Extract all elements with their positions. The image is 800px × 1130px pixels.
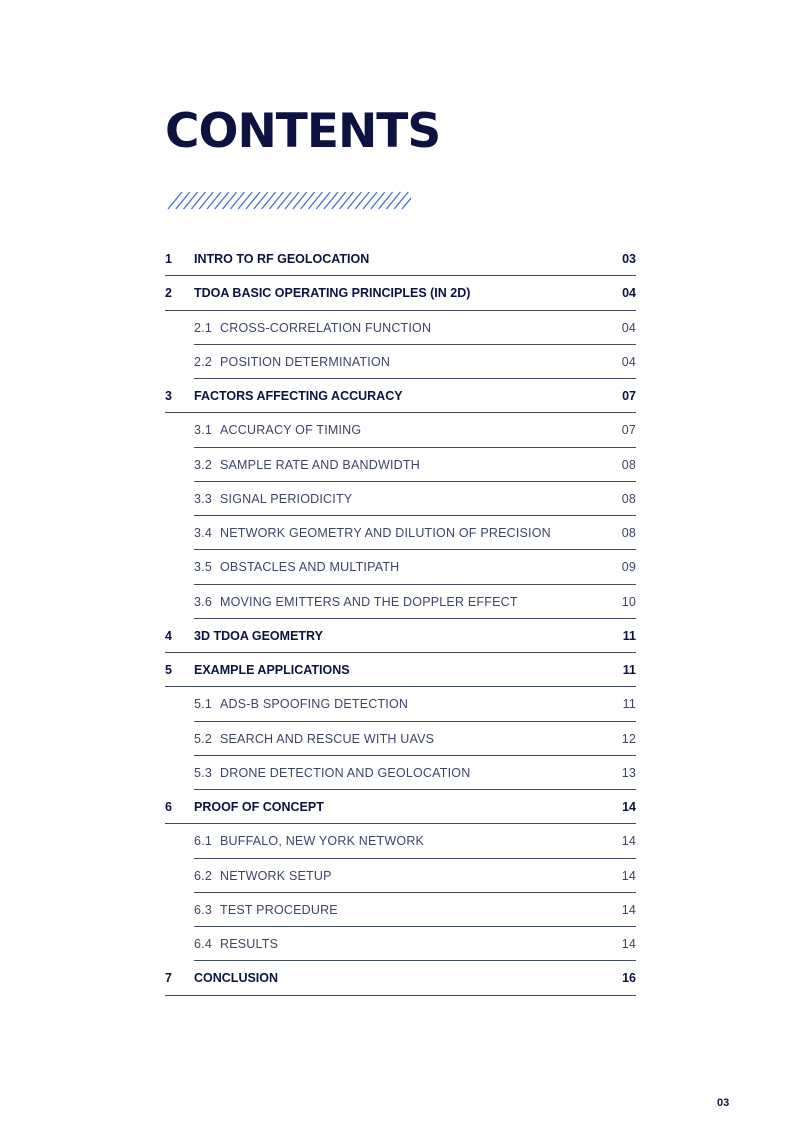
toc-section-number: 3 xyxy=(165,389,172,404)
hatch-stripe xyxy=(340,192,354,209)
page-title: CONTENTS xyxy=(165,104,441,159)
toc-entry-label xyxy=(194,937,596,951)
toc-subsection-row[interactable] xyxy=(165,756,636,790)
toc-subsection-title: ACCURACY OF TIMING xyxy=(219,423,362,438)
hatch-stripe xyxy=(254,192,268,209)
toc-entry-label xyxy=(194,321,596,335)
toc-subsection-row[interactable] xyxy=(165,824,636,858)
toc-page-number: 08 xyxy=(621,526,636,541)
toc-page-number: 07 xyxy=(621,423,636,438)
toc-page-number: 04 xyxy=(621,320,636,335)
toc-subsection-title: OBSTACLES AND MULTIPATH xyxy=(219,560,400,575)
toc-page-number: 04 xyxy=(621,354,636,369)
hatch-stripe xyxy=(277,192,291,209)
toc-entry-label xyxy=(194,458,596,472)
hatch-stripe xyxy=(176,192,190,209)
toc-page-number: 09 xyxy=(621,560,636,575)
toc-subsection-title: BUFFALO, NEW YORK NETWORK xyxy=(219,834,425,849)
hatch-stripe xyxy=(324,192,338,209)
toc-subsection-number: 2.1 xyxy=(194,320,212,335)
toc-subsection-number: 6.3 xyxy=(194,902,212,917)
toc-section-row[interactable] xyxy=(165,276,636,310)
hatch-stripe xyxy=(262,192,276,209)
hatch-stripe xyxy=(363,192,377,209)
toc-subsection-row[interactable] xyxy=(165,722,636,756)
toc-page-number: 03 xyxy=(622,252,636,267)
toc-entry-label: PROOF OF CONCEPT xyxy=(194,800,324,815)
toc-page-number: 14 xyxy=(621,868,636,883)
hatch-stripe xyxy=(355,192,369,209)
toc-subsection-title: RESULTS xyxy=(219,937,279,952)
toc-entry-label: INTRO TO RF GEOLOCATION xyxy=(194,252,370,267)
toc-subsection-row[interactable] xyxy=(165,859,636,893)
toc-entry-label: EXAMPLE APPLICATIONS xyxy=(194,663,350,678)
toc-entry-label xyxy=(194,834,596,848)
hatch-stripe xyxy=(238,192,252,209)
toc-entry-label: FACTORS AFFECTING ACCURACY xyxy=(194,389,403,404)
hatch-stripe xyxy=(168,192,182,209)
toc-subsection-row[interactable] xyxy=(165,516,636,550)
hatch-stripe xyxy=(269,192,283,209)
hatch-stripe xyxy=(301,192,315,209)
toc-entry-label: CONCLUSION xyxy=(194,971,279,986)
hatch-stripe xyxy=(184,192,198,209)
toc-section-number: 1 xyxy=(165,252,172,267)
toc-section-number: 2 xyxy=(165,286,172,301)
toc-page-number: 10 xyxy=(621,594,636,609)
toc-entry-label xyxy=(194,423,596,437)
toc-entry-label xyxy=(194,560,596,574)
toc-entry-label xyxy=(194,732,596,746)
hatch-stripe xyxy=(285,192,299,209)
toc-page-number: 13 xyxy=(621,765,636,780)
toc-subsection-row[interactable] xyxy=(165,893,636,927)
toc-page-number: 14 xyxy=(622,800,636,815)
toc-page-number: 14 xyxy=(621,937,636,952)
toc-subsection-row[interactable] xyxy=(165,482,636,516)
toc-page-number: 14 xyxy=(621,902,636,917)
toc-subsection-title: MOVING EMITTERS AND THE DOPPLER EFFECT xyxy=(219,594,518,609)
toc-divider xyxy=(165,995,636,996)
table-of-contents xyxy=(165,242,636,996)
toc-entry-label xyxy=(194,903,596,917)
toc-section-row[interactable] xyxy=(165,379,636,413)
toc-subsection-number: 3.5 xyxy=(194,560,212,575)
toc-subsection-number: 3.1 xyxy=(194,423,212,438)
toc-subsection-row[interactable] xyxy=(165,345,636,379)
hatch-stripe xyxy=(293,192,307,209)
toc-subsection-title: SEARCH AND RESCUE WITH UAVS xyxy=(219,731,435,746)
toc-entry-label xyxy=(194,526,596,540)
toc-subsection-row[interactable] xyxy=(165,550,636,584)
toc-subsection-title: SAMPLE RATE AND BANDWIDTH xyxy=(219,457,420,472)
toc-page-number: 08 xyxy=(621,491,636,506)
toc-entry-label xyxy=(194,766,596,780)
hatch-stripe xyxy=(223,192,237,209)
toc-entry-label: TDOA BASIC OPERATING PRINCIPLES (IN 2D) xyxy=(194,286,471,301)
toc-section-number: 6 xyxy=(165,800,172,815)
toc-section-number: 4 xyxy=(165,628,172,643)
hatch-stripe xyxy=(230,192,244,209)
toc-page-number: 08 xyxy=(621,457,636,472)
toc-subsection-row[interactable] xyxy=(165,687,636,721)
toc-page-number: 12 xyxy=(621,731,636,746)
toc-section-row[interactable] xyxy=(165,790,636,824)
hatch-stripe xyxy=(379,192,393,209)
toc-subsection-title: TEST PROCEDURE xyxy=(219,902,338,917)
toc-subsection-title: NETWORK SETUP xyxy=(219,868,332,883)
toc-subsection-title: POSITION DETERMINATION xyxy=(219,354,391,369)
toc-subsection-number: 6.2 xyxy=(194,868,212,883)
toc-subsection-title: SIGNAL PERIODICITY xyxy=(219,491,353,506)
toc-subsection-number: 3.3 xyxy=(194,491,212,506)
toc-subsection-number: 6.4 xyxy=(194,937,212,952)
toc-entry-label xyxy=(194,869,596,883)
hatch-stripe xyxy=(207,192,221,209)
toc-subsection-title: NETWORK GEOMETRY AND DILUTION OF PRECISION xyxy=(219,526,551,541)
toc-entry-label xyxy=(194,595,596,609)
toc-subsection-number: 3.4 xyxy=(194,526,212,541)
hatch-stripe xyxy=(191,192,205,209)
toc-section-row[interactable] xyxy=(165,653,636,687)
toc-entry-label xyxy=(194,492,596,506)
toc-subsection-number: 5.2 xyxy=(194,731,212,746)
hatch-stripe xyxy=(332,192,346,209)
hatch-stripe xyxy=(347,192,361,209)
toc-subsection-row[interactable] xyxy=(165,413,636,447)
toc-subsection-number: 2.2 xyxy=(194,354,212,369)
toc-page-number: 16 xyxy=(622,971,636,986)
toc-subsection-title: ADS-B SPOOFING DETECTION xyxy=(219,697,409,712)
toc-entry-label xyxy=(194,355,596,369)
toc-page-number: 14 xyxy=(621,834,636,849)
toc-subsection-number: 5.1 xyxy=(194,697,212,712)
toc-subsection-number: 5.3 xyxy=(194,765,212,780)
toc-section-number: 5 xyxy=(165,663,172,678)
hatch-stripe xyxy=(308,192,322,209)
toc-entry-label xyxy=(194,697,596,711)
toc-section-number: 7 xyxy=(165,971,172,986)
hatch-stripe xyxy=(215,192,229,209)
hatch-stripe xyxy=(394,192,408,209)
toc-page-number: 07 xyxy=(622,389,636,404)
toc-page-number: 04 xyxy=(622,286,636,301)
toc-page-number: 11 xyxy=(622,697,636,712)
toc-page-number: 11 xyxy=(622,663,636,678)
decorative-hatch-stripes xyxy=(166,191,411,211)
toc-subsection-row[interactable] xyxy=(165,448,636,482)
toc-entry-label: 3D TDOA GEOMETRY xyxy=(194,628,323,643)
hatch-stripe xyxy=(246,192,260,209)
hatch-stripe xyxy=(386,192,400,209)
hatch-stripe xyxy=(199,192,213,209)
hatch-stripe xyxy=(371,192,385,209)
hatch-stripe xyxy=(316,192,330,209)
toc-subsection-row[interactable] xyxy=(165,927,636,961)
page-number: 03 xyxy=(717,1097,730,1109)
toc-subsection-row[interactable] xyxy=(165,585,636,619)
toc-subsection-number: 3.2 xyxy=(194,457,212,472)
toc-section-row[interactable] xyxy=(165,619,636,653)
toc-section-row[interactable] xyxy=(165,242,636,276)
toc-subsection-title: DRONE DETECTION AND GEOLOCATION xyxy=(219,765,471,780)
toc-subsection-row[interactable] xyxy=(165,311,636,345)
toc-page-number: 11 xyxy=(622,628,636,643)
toc-section-row[interactable] xyxy=(165,961,636,995)
toc-subsection-title: CROSS-CORRELATION FUNCTION xyxy=(219,320,432,335)
toc-subsection-number: 3.6 xyxy=(194,594,212,609)
toc-subsection-number: 6.1 xyxy=(194,834,212,849)
